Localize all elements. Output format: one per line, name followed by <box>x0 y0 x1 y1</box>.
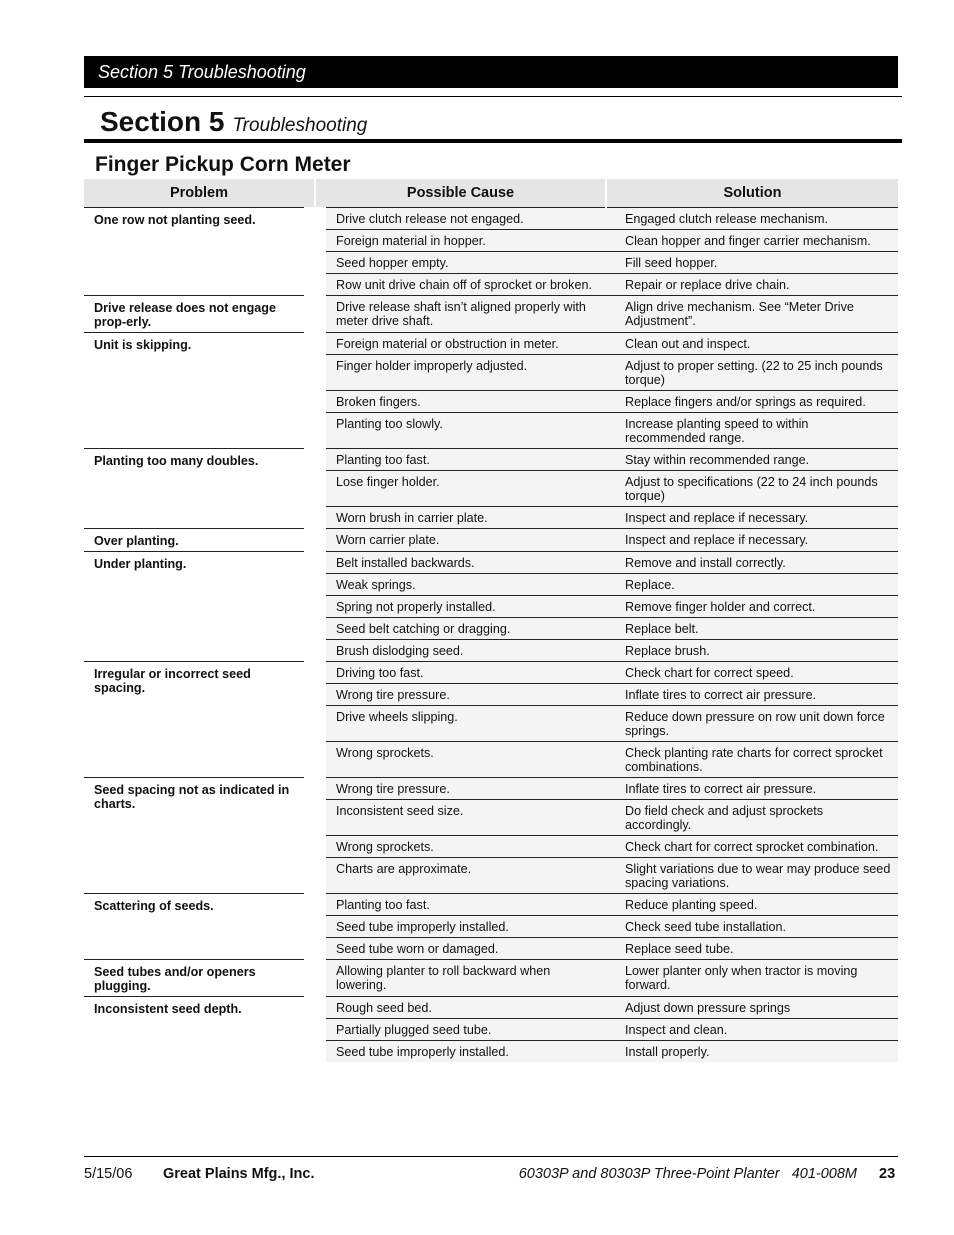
cause-cell: Seed hopper empty. <box>315 252 606 274</box>
cause-cell: Drive release shaft isn’t aligned properly with meter drive shaft. <box>315 296 606 333</box>
problem-cell: Seed tubes and/or openers plugging. <box>84 960 315 997</box>
solution-cell: Slight variations due to wear may produce seed spacing variations. <box>606 858 898 894</box>
column-header-cause: Possible Cause <box>315 179 606 208</box>
table-row <box>84 552 898 574</box>
cause-cell: Belt installed backwards. <box>315 552 606 574</box>
solution-cell: Check planting rate charts for correct sprocket combinations. <box>606 742 898 778</box>
table-row <box>84 778 898 800</box>
solution-cell: Replace fingers and/or springs as required. <box>606 391 898 413</box>
cause-cell: Wrong tire pressure. <box>315 778 606 800</box>
solution-cell: Replace brush. <box>606 640 898 662</box>
solution-cell: Adjust to proper setting. (22 to 25 inch pounds torque) <box>606 355 898 391</box>
solution-cell: Lower planter only when tractor is moving forward. <box>606 960 898 997</box>
solution-cell: Remove finger holder and correct. <box>606 596 898 618</box>
table-row <box>84 296 898 333</box>
footer-company: Great Plains Mfg., Inc. <box>163 1166 315 1182</box>
problem-cell: Drive release does not engage prop-erly. <box>84 296 315 333</box>
cause-cell: Drive wheels slipping. <box>315 706 606 742</box>
solution-cell: Clean hopper and finger carrier mechanism. <box>606 230 898 252</box>
cause-cell: Partially plugged seed tube. <box>315 1019 606 1041</box>
cause-cell: Seed tube improperly installed. <box>315 1041 606 1063</box>
cause-cell: Wrong sprockets. <box>315 742 606 778</box>
section-subtitle: Troubleshooting <box>232 115 368 136</box>
cause-cell: Worn carrier plate. <box>315 529 606 552</box>
cause-cell: Planting too fast. <box>315 449 606 471</box>
cause-cell: Lose finger holder. <box>315 471 606 507</box>
footer-model: 60303P and 80303P Three-Point Planter 401-008M <box>518 1166 857 1182</box>
cause-cell: Allowing planter to roll backward when lowering. <box>315 960 606 997</box>
solution-cell: Inflate tires to correct air pressure. <box>606 684 898 706</box>
problem-cell: Scattering of seeds. <box>84 894 315 960</box>
solution-cell: Check chart for correct sprocket combination. <box>606 836 898 858</box>
table-header-row <box>84 179 898 208</box>
cause-cell: Planting too slowly. <box>315 413 606 449</box>
solution-cell: Replace seed tube. <box>606 938 898 960</box>
cause-cell: Broken fingers. <box>315 391 606 413</box>
table-row <box>84 208 898 230</box>
problem-cell: One row not planting seed. <box>84 208 315 296</box>
table-row <box>84 662 898 684</box>
solution-cell: Inspect and replace if necessary. <box>606 507 898 529</box>
troubleshooting-table <box>84 179 898 1062</box>
cause-cell: Brush dislodging seed. <box>315 640 606 662</box>
solution-cell: Check chart for correct speed. <box>606 662 898 684</box>
column-header-problem: Problem <box>84 179 315 208</box>
section-title <box>100 102 367 142</box>
table-row <box>84 529 898 552</box>
cause-cell: Driving too fast. <box>315 662 606 684</box>
solution-cell: Reduce planting speed. <box>606 894 898 916</box>
solution-cell: Do field check and adjust sprockets accordingly. <box>606 800 898 836</box>
cause-cell: Charts are approximate. <box>315 858 606 894</box>
footer-page-number: 23 <box>879 1166 896 1182</box>
solution-cell: Repair or replace drive chain. <box>606 274 898 296</box>
cause-cell: Drive clutch release not engaged. <box>315 208 606 230</box>
table-row <box>84 960 898 997</box>
solution-cell: Increase planting speed to within recommended range. <box>606 413 898 449</box>
solution-cell: Replace. <box>606 574 898 596</box>
problem-cell: Planting too many doubles. <box>84 449 315 529</box>
problem-cell: Inconsistent seed depth. <box>84 997 315 1063</box>
solution-cell: Adjust to specifications (22 to 24 inch pounds torque) <box>606 471 898 507</box>
column-header-solution: Solution <box>606 179 898 208</box>
solution-cell: Inspect and replace if necessary. <box>606 529 898 552</box>
table-title: Finger Pickup Corn Meter <box>95 153 351 176</box>
section-number: Section 5 <box>100 106 225 137</box>
solution-cell: Stay within recommended range. <box>606 449 898 471</box>
cause-cell: Foreign material or obstruction in meter. <box>315 333 606 355</box>
solution-cell: Fill seed hopper. <box>606 252 898 274</box>
problem-cell: Unit is skipping. <box>84 333 315 449</box>
solution-cell: Reduce down pressure on row unit down force springs. <box>606 706 898 742</box>
cause-cell: Planting too fast. <box>315 894 606 916</box>
footer-rule <box>84 1156 898 1157</box>
table-row <box>84 333 898 355</box>
solution-cell: Align drive mechanism. See “Meter Drive Adjustment”. <box>606 296 898 333</box>
problem-cell: Under planting. <box>84 552 315 662</box>
table-row <box>84 997 898 1019</box>
solution-cell: Install properly. <box>606 1041 898 1063</box>
cause-cell: Seed belt catching or dragging. <box>315 618 606 640</box>
table-row <box>84 449 898 471</box>
footer-date: 5/15/06 <box>84 1166 133 1182</box>
section-title-rule <box>84 139 902 143</box>
solution-cell: Inflate tires to correct air pressure. <box>606 778 898 800</box>
cause-cell: Wrong sprockets. <box>315 836 606 858</box>
cause-cell: Row unit drive chain off of sprocket or broken. <box>315 274 606 296</box>
cause-cell: Wrong tire pressure. <box>315 684 606 706</box>
problem-cell: Irregular or incorrect seed spacing. <box>84 662 315 778</box>
problem-cell: Over planting. <box>84 529 315 552</box>
table-row <box>84 894 898 916</box>
cause-cell: Inconsistent seed size. <box>315 800 606 836</box>
solution-cell: Engaged clutch release mechanism. <box>606 208 898 230</box>
cause-cell: Seed tube improperly installed. <box>315 916 606 938</box>
cause-cell: Rough seed bed. <box>315 997 606 1019</box>
problem-cell: Seed spacing not as indicated in charts. <box>84 778 315 894</box>
solution-cell: Remove and install correctly. <box>606 552 898 574</box>
solution-cell: Replace belt. <box>606 618 898 640</box>
cause-cell: Spring not properly installed. <box>315 596 606 618</box>
solution-cell: Inspect and clean. <box>606 1019 898 1041</box>
cause-cell: Worn brush in carrier plate. <box>315 507 606 529</box>
cause-cell: Seed tube worn or damaged. <box>315 938 606 960</box>
header-divider <box>84 96 902 97</box>
solution-cell: Check seed tube installation. <box>606 916 898 938</box>
cause-cell: Foreign material in hopper. <box>315 230 606 252</box>
section-header-bar <box>84 56 898 88</box>
solution-cell: Adjust down pressure springs <box>606 997 898 1019</box>
solution-cell: Clean out and inspect. <box>606 333 898 355</box>
cause-cell: Finger holder improperly adjusted. <box>315 355 606 391</box>
section-header-text: Section 5 Troubleshooting <box>98 62 306 82</box>
cause-cell: Weak springs. <box>315 574 606 596</box>
